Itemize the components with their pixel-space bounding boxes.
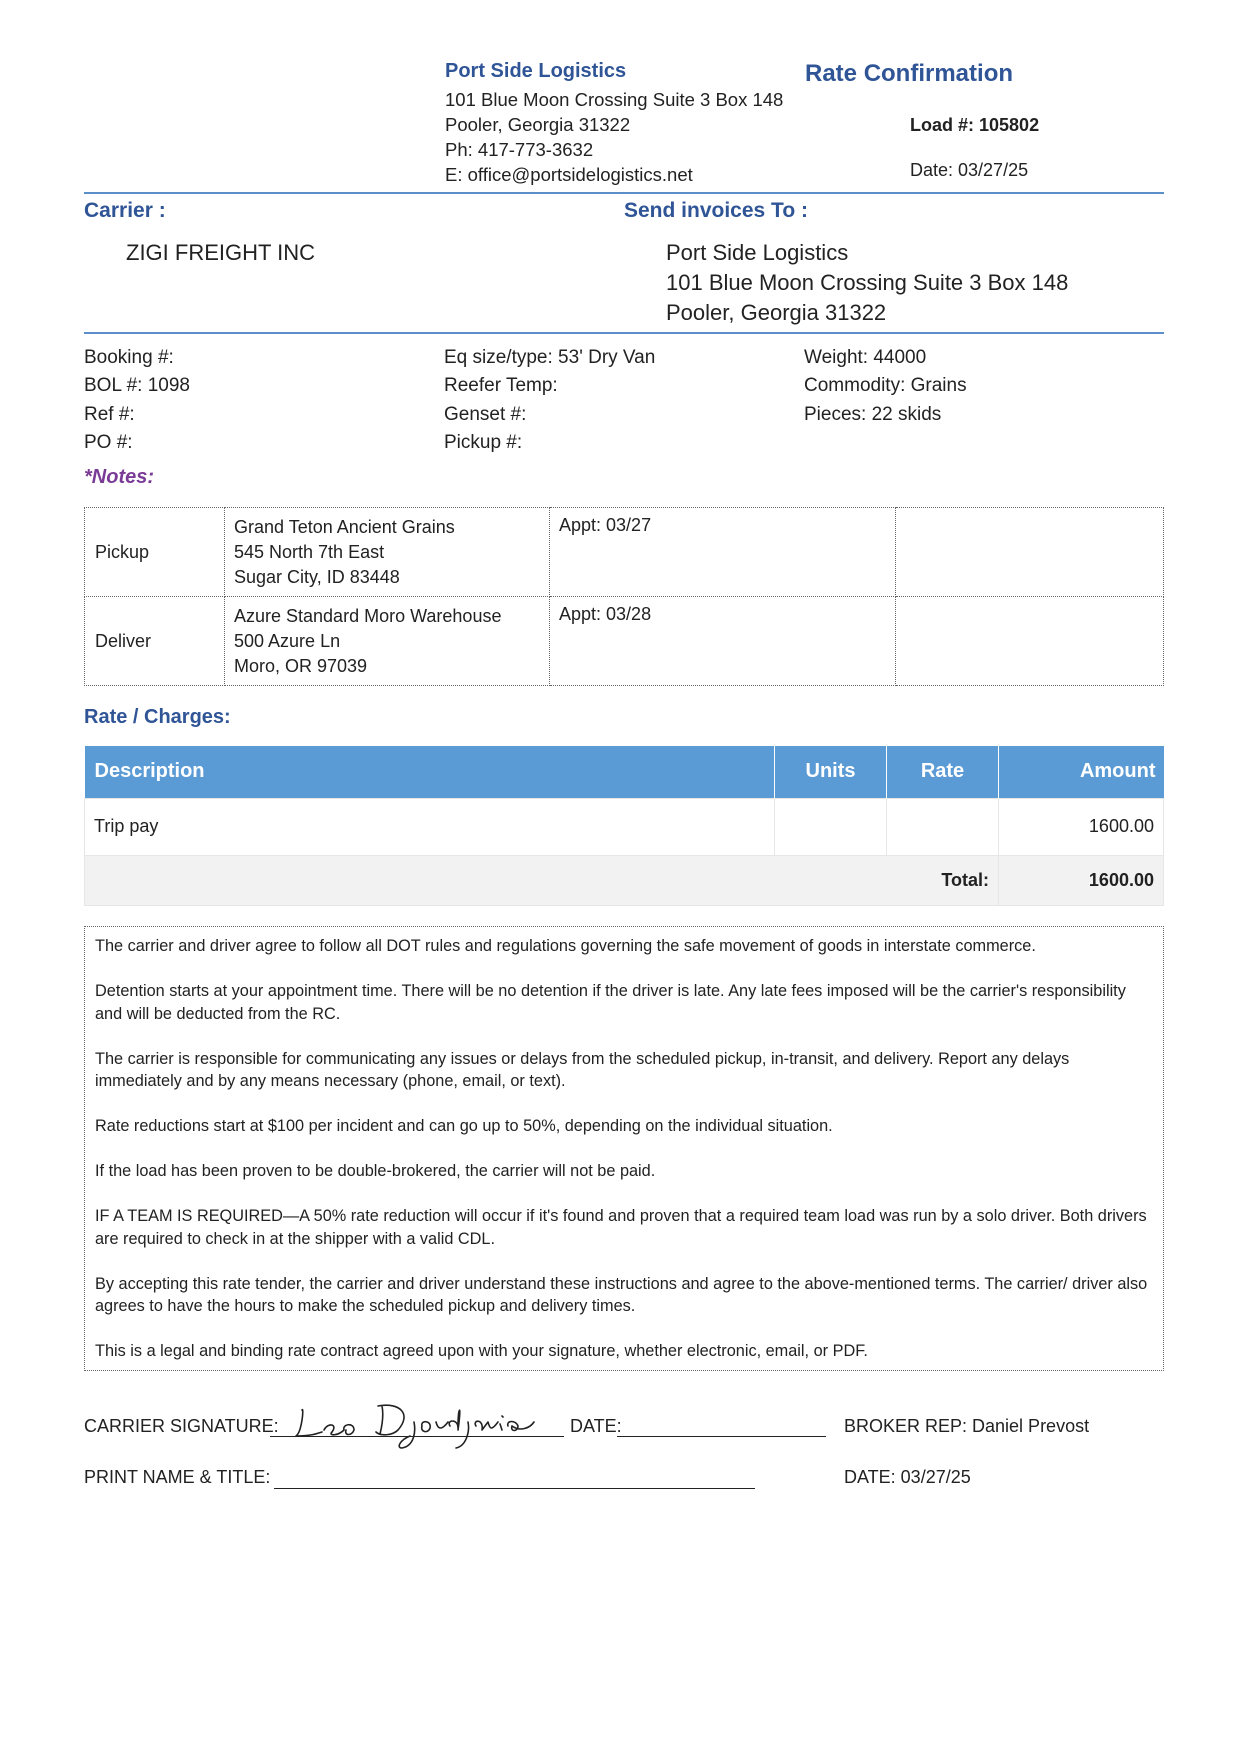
terms-paragraph: IF A TEAM IS REQUIRED—A 50% rate reduction will occur if it's found and proven that a required team load was run by a solo driver. Both drivers are required to check in at the shipper with a valid CDL.	[95, 1207, 1147, 1248]
charge-units	[775, 798, 887, 855]
document-date: Date: 03/27/25	[910, 160, 1029, 180]
stop-appointment: Appt: 03/27	[550, 508, 896, 597]
terms-paragraph: Rate reductions start at $100 per incident and can go up to 50%, depending on the individual situation.	[95, 1117, 833, 1135]
stop-appointment: Appt: 03/28	[550, 597, 896, 686]
company-email: E: office@portsidelogistics.net	[445, 164, 693, 185]
charge-description: Trip pay	[85, 798, 775, 855]
terms-paragraph: The carrier is responsible for communicating any issues or delays from the scheduled pickup, in-transit, and delivery. Report any delays immediately and by any means necessary (phone, email, or text).	[95, 1049, 1070, 1090]
header-divider	[84, 192, 1164, 194]
carrier-signature-label: CARRIER SIGNATURE:	[84, 1416, 279, 1436]
charges-total-row	[85, 855, 1164, 905]
reefer-temp: Reefer Temp:	[444, 375, 558, 396]
stop-address	[225, 597, 550, 686]
charge-rate	[887, 798, 999, 855]
handwritten-signature	[282, 1392, 552, 1452]
po-number: PO #:	[84, 432, 133, 453]
load-number	[910, 115, 1039, 136]
col-header-description: Description	[85, 746, 775, 798]
genset-number: Genset #:	[444, 404, 527, 425]
carrier-divider	[84, 332, 1164, 334]
stop-blank-cell	[896, 508, 1164, 597]
print-name-label: PRINT NAME & TITLE:	[84, 1467, 271, 1487]
broker-date: DATE: 03/27/25	[844, 1467, 971, 1487]
company-phone: Ph: 417-773-3632	[445, 139, 594, 160]
stop-type: Deliver	[85, 597, 225, 686]
notes-label: *Notes:	[84, 466, 155, 488]
load-label: Load #:	[910, 115, 980, 135]
carrier-label: Carrier :	[84, 199, 166, 222]
charge-row	[85, 798, 1164, 855]
signature-date-label: DATE:	[570, 1416, 622, 1436]
stop-type: Pickup	[85, 508, 225, 597]
stop-address-line: 545 North 7th East	[234, 541, 385, 562]
terms-paragraph: If the load has been proven to be double-brokered, the carrier will not be paid.	[95, 1162, 656, 1180]
commodity: Commodity: Grains	[804, 375, 967, 396]
company-address-line2: Pooler, Georgia 31322	[445, 114, 631, 135]
col-header-units: Units	[775, 746, 887, 798]
signature-date-line[interactable]	[617, 1410, 826, 1437]
stop-row-deliver	[85, 597, 1164, 686]
stop-row-pickup	[85, 508, 1164, 597]
total-label: Total:	[85, 855, 999, 905]
load-value: 105802	[979, 115, 1040, 135]
carrier-name: ZIGI FREIGHT INC	[126, 240, 316, 265]
booking-number: Booking #:	[84, 347, 174, 368]
invoice-address-line1: 101 Blue Moon Crossing Suite 3 Box 148	[666, 270, 1069, 295]
company-address-line1: 101 Blue Moon Crossing Suite 3 Box 148	[445, 89, 784, 110]
rate-charges-label: Rate / Charges:	[84, 706, 231, 728]
terms-paragraph: Detention starts at your appointment time. There will be no detention if the driver is late. Any late fees imposed will be the carrier's responsibility and will be deducted from the RC.	[95, 982, 1126, 1023]
stop-address-line: Moro, OR 97039	[234, 655, 368, 676]
charges-table	[84, 746, 1164, 906]
col-header-amount: Amount	[999, 746, 1164, 798]
terms-paragraph: This is a legal and binding rate contract agreed upon with your signature, whether electronic, email, or PDF.	[95, 1342, 868, 1360]
charge-amount: 1600.00	[999, 798, 1164, 855]
ref-number: Ref #:	[84, 404, 135, 425]
charges-header-row	[85, 746, 1164, 798]
terms-box	[84, 926, 1164, 1371]
broker-rep: BROKER REP: Daniel Prevost	[844, 1416, 1090, 1436]
terms-paragraph: The carrier and driver agree to follow all DOT rules and regulations governing the safe movement of goods in interstate commerce.	[95, 937, 1036, 955]
stop-address-line: Azure Standard Moro Warehouse	[234, 605, 502, 626]
send-invoices-label: Send invoices To :	[624, 199, 808, 222]
invoice-company: Port Side Logistics	[666, 240, 849, 265]
weight: Weight: 44000	[804, 347, 927, 368]
pieces: Pieces: 22 skids	[804, 404, 942, 425]
equipment-type: Eq size/type: 53' Dry Van	[444, 347, 656, 368]
terms-paragraph: By accepting this rate tender, the carrier and driver understand these instructions and agree to the above-mentioned terms. The carrier/ driver also agrees to have the hours to make the scheduled pickup and delivery times.	[95, 1274, 1148, 1315]
stops-table	[84, 507, 1164, 686]
stop-address-line: 500 Azure Ln	[234, 630, 341, 651]
stop-blank-cell	[896, 597, 1164, 686]
print-name-line[interactable]	[274, 1462, 755, 1489]
company-name: Port Side Logistics	[445, 60, 627, 82]
total-value: 1600.00	[999, 855, 1164, 905]
col-header-rate: Rate	[887, 746, 999, 798]
stop-address-line: Sugar City, ID 83448	[234, 566, 400, 587]
stop-address	[225, 508, 550, 597]
pickup-number: Pickup #:	[444, 432, 523, 453]
stop-address-line: Grand Teton Ancient Grains	[234, 516, 455, 537]
invoice-address-line2: Pooler, Georgia 31322	[666, 300, 887, 325]
bol-number: BOL #: 1098	[84, 375, 190, 396]
document-title: Rate Confirmation	[805, 60, 1014, 87]
